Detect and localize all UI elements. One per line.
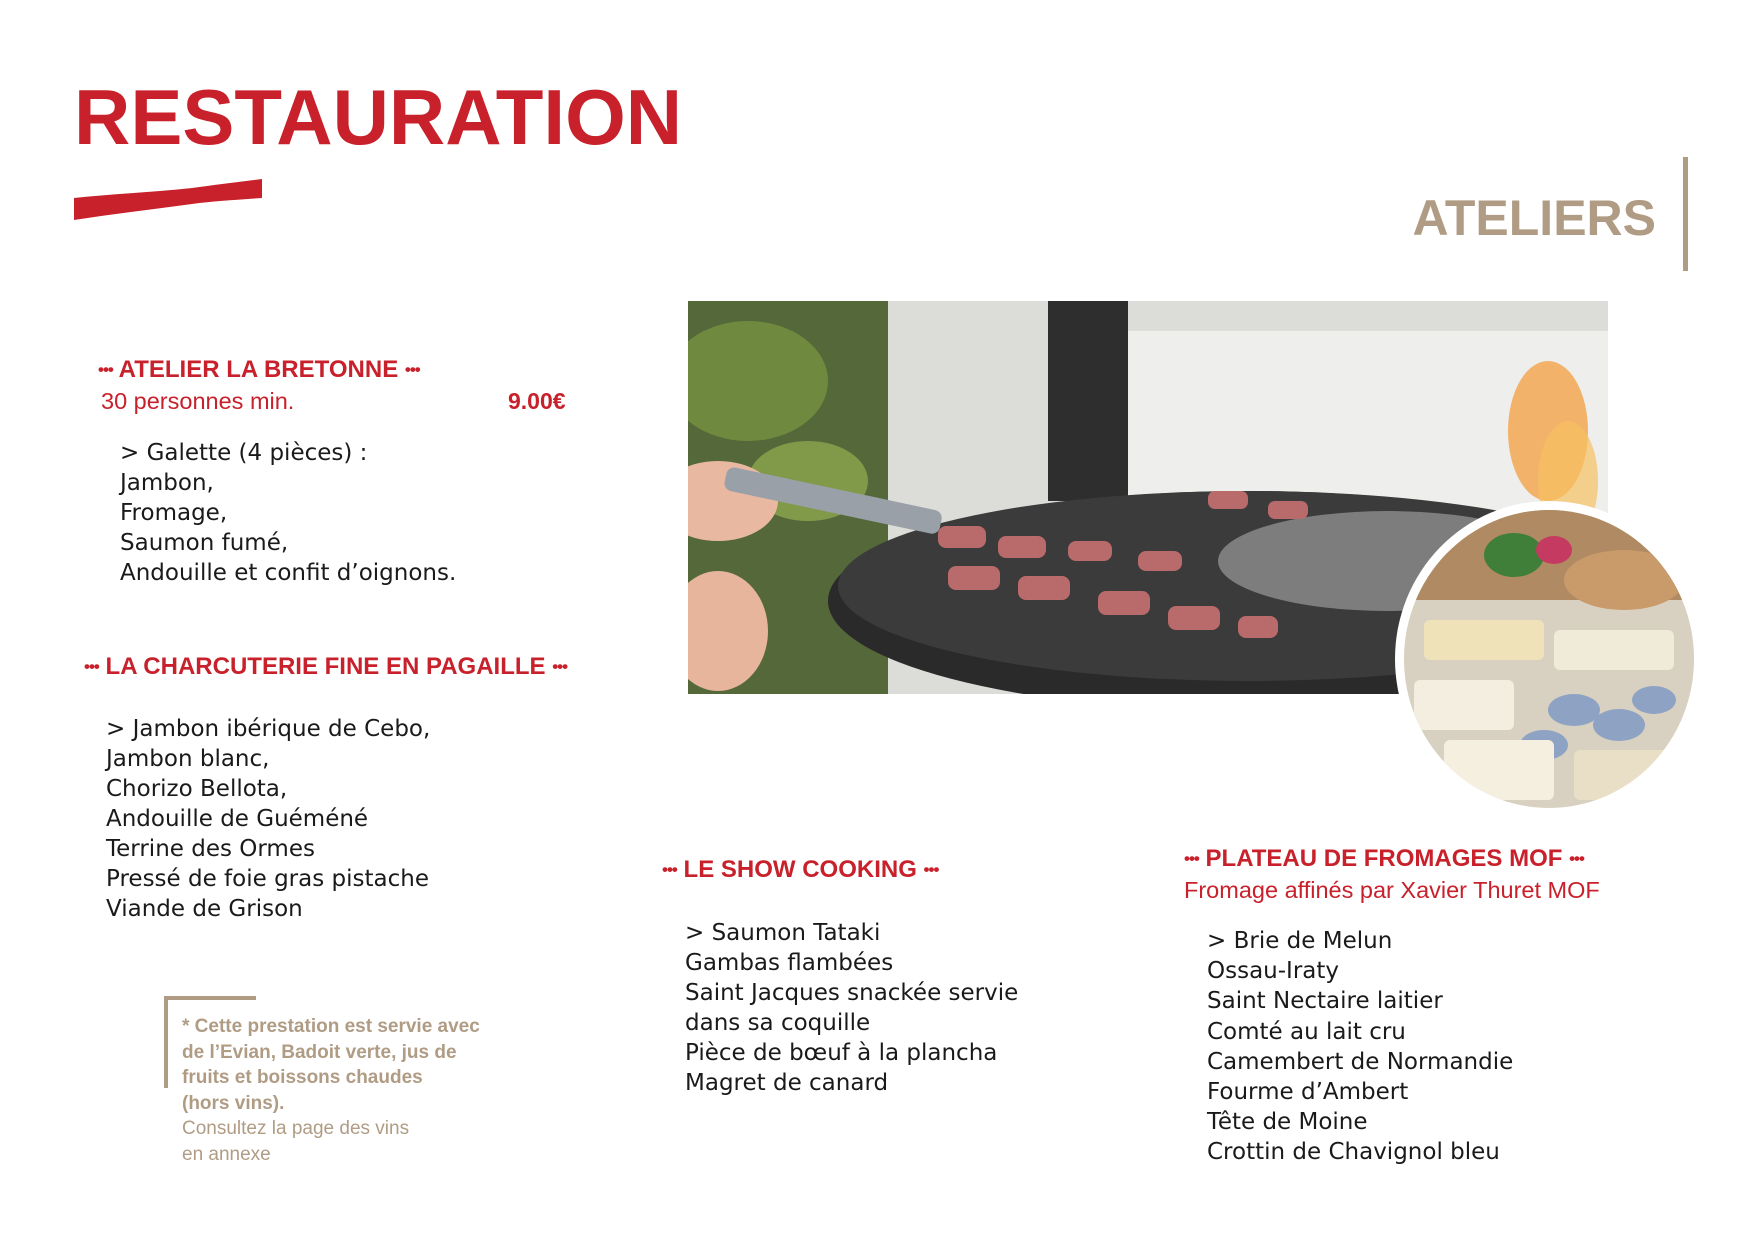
- note-line: (hors vins).: [182, 1092, 285, 1114]
- section-label: ATELIERS: [1412, 190, 1656, 246]
- list-item: Gambas flambées: [685, 950, 894, 976]
- list-item: Jambon,: [120, 470, 214, 496]
- list-item: Saumon fumé,: [120, 530, 289, 556]
- note-line: en annexe: [182, 1143, 271, 1165]
- show-cooking-title-text: LE SHOW COOKING: [683, 856, 917, 883]
- fromages-title-text: PLATEAU DE FROMAGES MOF: [1205, 845, 1563, 872]
- note-line: fruits et boissons chaudes: [182, 1067, 423, 1088]
- cheese-platter-illustration: [1404, 510, 1694, 808]
- list-item: Terrine des Ormes: [106, 836, 315, 862]
- charcuterie-title: [84, 652, 567, 682]
- list-item: Jambon blanc,: [106, 746, 270, 772]
- list-item: Saint Jacques snackée servie: [685, 980, 1019, 1006]
- bullet-dots: •••: [98, 360, 113, 379]
- bretonne-price: 9.00€: [508, 388, 566, 414]
- fromages-title: [1184, 844, 1584, 874]
- charcuterie-title-text: LA CHARCUTERIE FINE EN PAGAILLE: [105, 653, 546, 680]
- list-item: Comté au lait cru: [1207, 1018, 1406, 1045]
- list-item: > Jambon ibérique de Cebo,: [106, 716, 431, 742]
- page-title: RESTAURATION: [74, 73, 683, 161]
- list-item: Viande de Grison: [106, 896, 303, 922]
- list-item: > Saumon Tataki: [685, 920, 881, 946]
- list-item: > Galette (4 pièces) :: [120, 440, 368, 466]
- bullet-dots: •••: [923, 860, 939, 879]
- list-item: Ossau-Iraty: [1207, 958, 1340, 985]
- show-cooking-title: [662, 855, 938, 885]
- list-item: Magret de canard: [685, 1070, 889, 1096]
- list-item: Fromage,: [120, 500, 228, 526]
- fromages-list: [1207, 926, 1513, 1168]
- red-brush-underline: [74, 176, 264, 222]
- list-item: dans sa coquille: [685, 1010, 871, 1036]
- bullet-dots: •••: [1184, 849, 1199, 868]
- note-line: Consultez la page des vins: [182, 1118, 410, 1139]
- list-item: Tête de Moine: [1207, 1109, 1368, 1136]
- list-item: > Brie de Melun: [1207, 928, 1393, 954]
- list-item: Andouille et confit d’oignons.: [120, 560, 457, 586]
- bullet-dots: •••: [1569, 849, 1584, 868]
- bretonne-list: [120, 438, 456, 588]
- list-item: Chorizo Bellota,: [106, 776, 288, 802]
- bullet-dots: •••: [662, 860, 677, 879]
- bretonne-title-text: ATELIER LA BRETONNE: [118, 356, 399, 383]
- list-item: Andouille de Guéméné: [106, 806, 369, 832]
- list-item: Pièce de bœuf à la plancha: [685, 1040, 998, 1066]
- bullet-dots: •••: [84, 657, 99, 676]
- show-cooking-list: [685, 918, 1018, 1098]
- list-item: Saint Nectaire laitier: [1207, 988, 1443, 1015]
- bretonne-title: [98, 355, 420, 385]
- list-item: Fourme d’Ambert: [1207, 1079, 1409, 1106]
- bullet-dots: •••: [404, 360, 420, 379]
- note-line: de l’Evian, Badoit verte, jus de: [182, 1041, 457, 1063]
- bullet-dots: •••: [552, 657, 568, 676]
- charcuterie-list: [106, 714, 430, 924]
- list-item: Crottin de Chavignol bleu: [1207, 1139, 1500, 1166]
- cheese-platter-photo: [1404, 510, 1694, 808]
- list-item: Pressé de foie gras pistache: [106, 866, 429, 892]
- section-label-bar: [1683, 157, 1688, 271]
- list-item: Camembert de Normandie: [1207, 1048, 1514, 1075]
- note-line: * Cette prestation est servie avec: [182, 1016, 480, 1037]
- bretonne-subtitle: 30 personnes min.: [101, 388, 295, 414]
- fromages-subtitle: Fromage affinés par Xavier Thuret MOF: [1184, 877, 1600, 903]
- service-note: [182, 1014, 520, 1167]
